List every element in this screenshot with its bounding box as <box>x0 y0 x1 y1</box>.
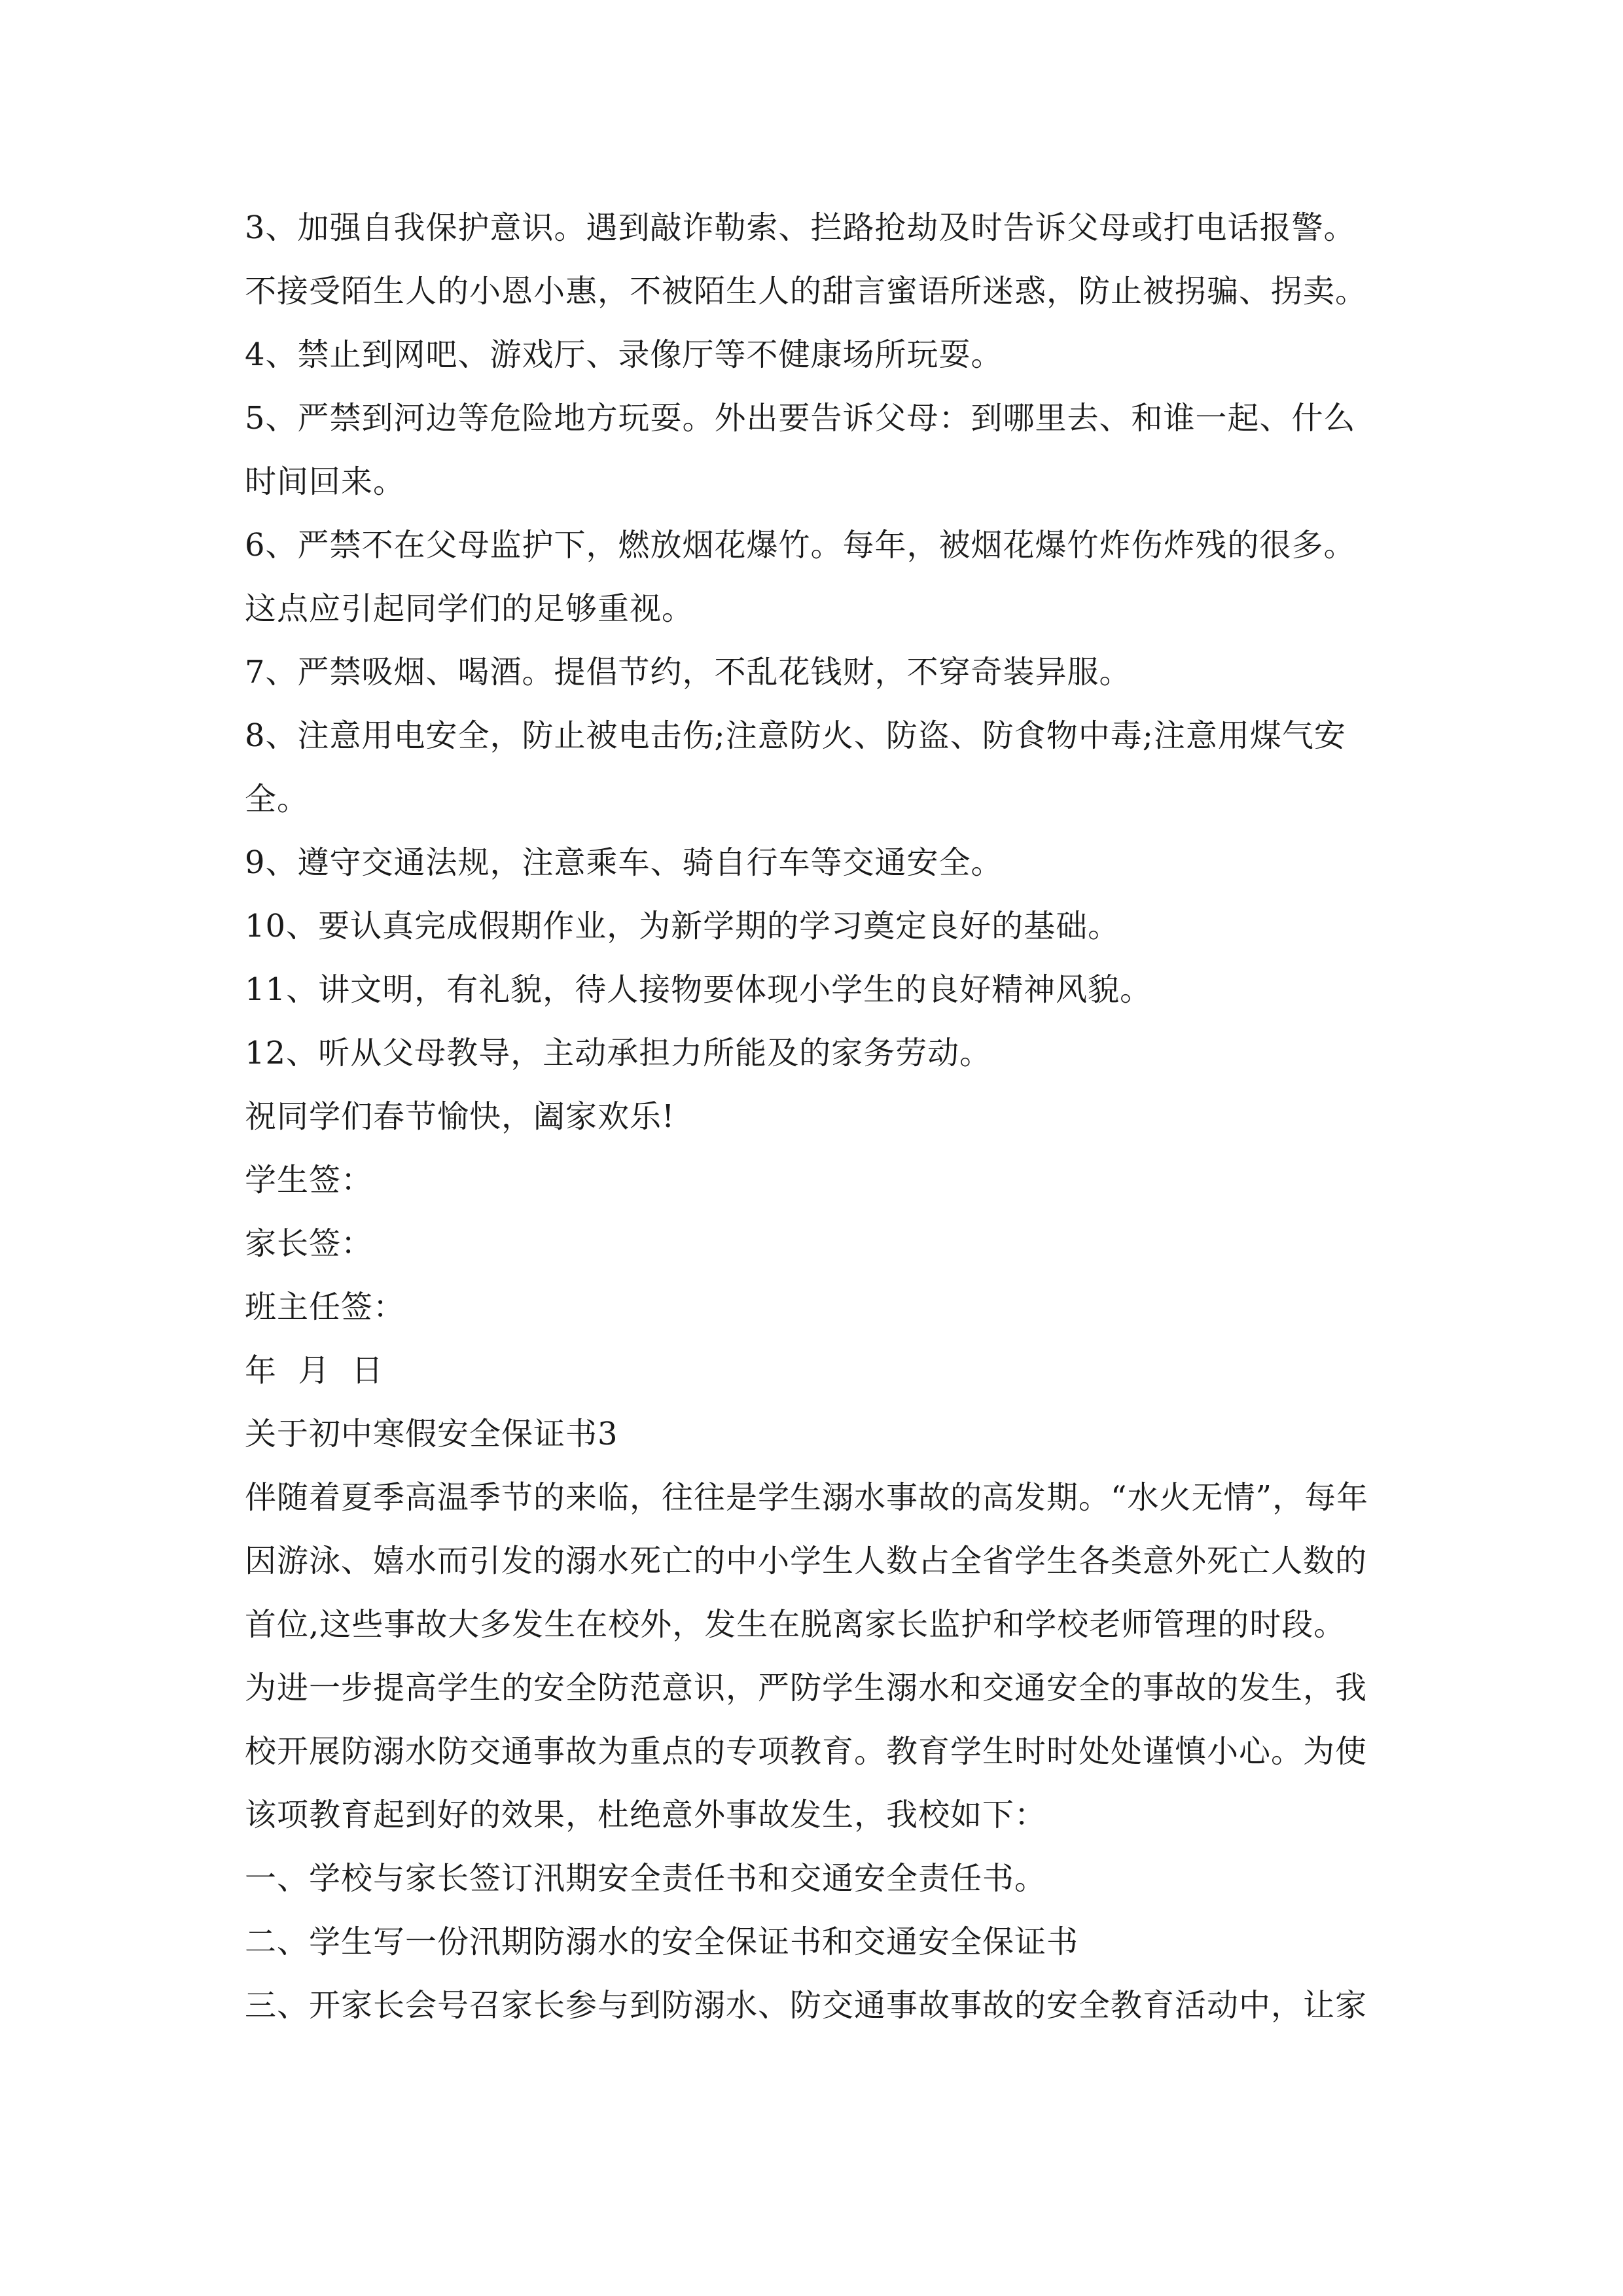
text-line: 时间回来。 <box>245 463 406 500</box>
text-line: 二、学生写一份汛期防溺水的安全保证书和交通安全保证书 <box>245 1924 1079 1960</box>
text-line: 伴随着夏季高温季节的来临，往往是学生溺水事故的高发期。“水火无情”，每年 <box>245 1479 1369 1516</box>
text-line: 不接受陌生人的小恩小惠，不被陌生人的甜言蜜语所迷惑，防止被拐骗、拐卖。 <box>245 273 1368 310</box>
text-line: 5、严禁到河边等危险地方玩耍。外出要告诉父母：到哪里去、和谁一起、什么 <box>245 400 1356 437</box>
text-line: 首位,这些事故大多发生在校外，发生在脱离家长监护和学校老师管理的时段。 <box>245 1606 1346 1643</box>
text-line: 11、讲文明，有礼貌，待人接物要体现小学生的良好精神风貌。 <box>245 971 1152 1008</box>
date-line: 年 月 日 <box>245 1352 384 1389</box>
text-line: 8、注意用电安全，防止被电击伤;注意防火、防盗、防食物中毒;注意用煤气安 <box>245 717 1346 754</box>
text-line: 这点应引起同学们的足够重视。 <box>245 590 694 627</box>
signature-teacher-label: 班主任签： <box>245 1289 406 1325</box>
text-line: 7、严禁吸烟、喝酒。提倡节约，不乱花钱财，不穿奇装异服。 <box>245 654 1132 691</box>
text-line: 12、听从父母教导，主动承担力所能及的家务劳动。 <box>245 1035 992 1071</box>
text-line: 10、要认真完成假期作业，为新学期的学习奠定良好的基础。 <box>245 908 1120 944</box>
text-line: 9、遵守交通法规，注意乘车、骑自行车等交通安全。 <box>245 844 1003 881</box>
text-line: 3、加强自我保护意识。遇到敲诈勒索、拦路抢劫及时告诉父母或打电话报警。 <box>245 209 1356 246</box>
text-line: 6、严禁不在父母监护下，燃放烟花爆竹。每年，被烟花爆竹炸伤炸残的很多。 <box>245 527 1356 564</box>
text-line: 4、禁止到网吧、游戏厅、录像厅等不健康场所玩耍。 <box>245 336 1003 373</box>
text-line: 因游泳、嬉水而引发的溺水死亡的中小学生人数占全省学生各类意外死亡人数的 <box>245 1543 1368 1579</box>
text-line: 三、开家长会号召家长参与到防溺水、防交通事故事故的安全教育活动中，让家 <box>245 1987 1368 2024</box>
document-body <box>245 196 1397 2037</box>
text-line: 该项教育起到好的效果，杜绝意外事故发生，我校如下： <box>245 1797 1047 1833</box>
text-line: 校开展防溺水防交通事故为重点的专项教育。教育学生时时处处谨慎小心。为使 <box>245 1733 1368 1770</box>
signature-parent-label: 家长签： <box>245 1225 374 1262</box>
text-line: 祝同学们春节愉快，阖家欢乐! <box>245 1098 675 1135</box>
text-line: 为进一步提高学生的安全防范意识，严防学生溺水和交通安全的事故的发生，我 <box>245 1670 1368 1706</box>
text-line: 全。 <box>245 781 310 817</box>
signature-student-label: 学生签： <box>245 1162 374 1198</box>
section-title: 关于初中寒假安全保证书3 <box>245 1416 618 1452</box>
text-line: 一、学校与家长签订汛期安全责任书和交通安全责任书。 <box>245 1860 1047 1897</box>
